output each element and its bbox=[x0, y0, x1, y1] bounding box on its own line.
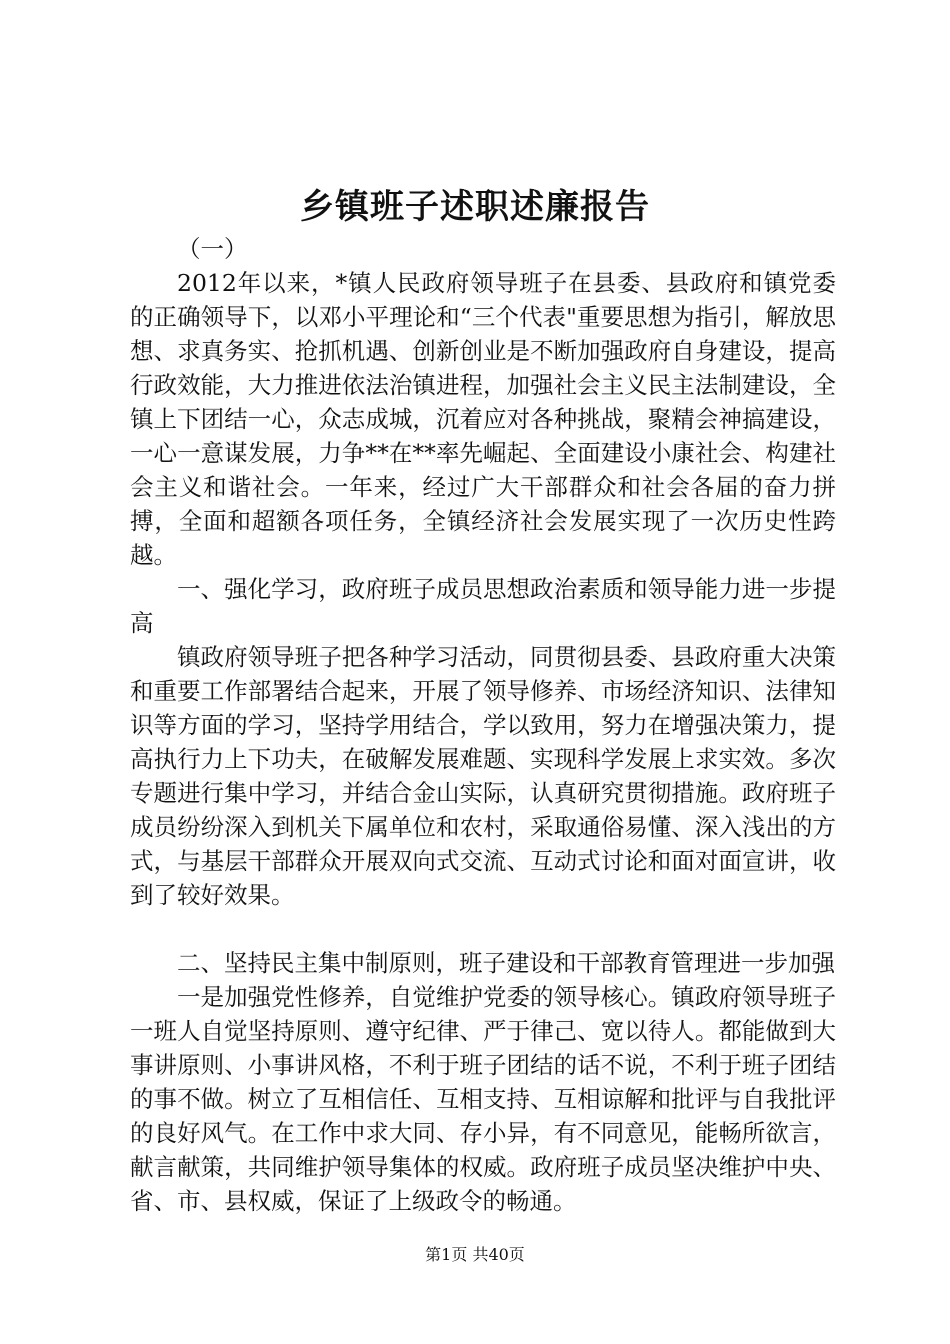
document-body bbox=[130, 232, 836, 1218]
section-number: （一） bbox=[177, 235, 248, 263]
paragraph-party: 一是加强党性修养，自觉维护党委的领导核心。镇政府领导班子一班人自觉坚持原则、遵守纪律、严于律己、宽以待人。都能做到大事讲原则、小事讲风格，不利于班子团结的话不说，不利于班子团结的事不做。树立了互相信任、互相支持、互相谅解和批评与自我批评的良好风气。在工作中求大同、存小异，有不同意见，能畅所欲言，献言献策，共同维护领导集体的权威。政府班子成员坚决维护中央、省、市、县权威，保证了上级政令的畅通。 bbox=[130, 983, 836, 1215]
section-heading-1: 一、强化学习，政府班子成员思想政治素质和领导能力进一步提高 bbox=[130, 575, 836, 637]
paragraph-study: 镇政府领导班子把各种学习活动，同贯彻县委、县政府重大决策和重要工作部署结合起来，开展了领导修养、市场经济知识、法律知识等方面的学习，坚持学用结合，学以致用，努力在增强决策力，提高执行力上下功夫，在破解发展难题、实现科学发展上求实效。多次专题进行集中学习，并结合金山实际，认真研究贯彻措施。政府班子成员纷纷深入到机关下属单位和农村，采取通俗易懂、深入浅出的方式，与基层干部群众开展双向式交流、互动式讨论和面对面宣讲，收到了较好效果。 bbox=[130, 643, 836, 909]
section-heading-2: 二、坚持民主集中制原则，班子建设和干部教育管理进一步加强 bbox=[177, 949, 835, 977]
page-footer: 第1页 共40页 bbox=[425, 1245, 525, 1264]
paragraph-intro: 2012年以来，*镇人民政府领导班子在县委、县政府和镇党委的正确领导下，以邓小平理论和“三个代表"重要思想为指引，解放思想、求真务实、抢抓机遇、创新创业是不断加强政府自身建设，提高行政效能，大力推进依法治镇进程，加强社会主义民主法制建设，全镇上下团结一心，众志成城，沉着应对各种挑战，聚精会神搞建设，一心一意谋发展，力争**在**率先崛起、全面建设小康社会、构建社会主义和谐社会。一年来，经过广大干部群众和社会各届的奋力拼搏，全面和超额各项任务，全镇经济社会发展实现了一次历史性跨越。 bbox=[130, 269, 836, 569]
document-title: 乡镇班子述职述廉报告 bbox=[300, 187, 650, 227]
